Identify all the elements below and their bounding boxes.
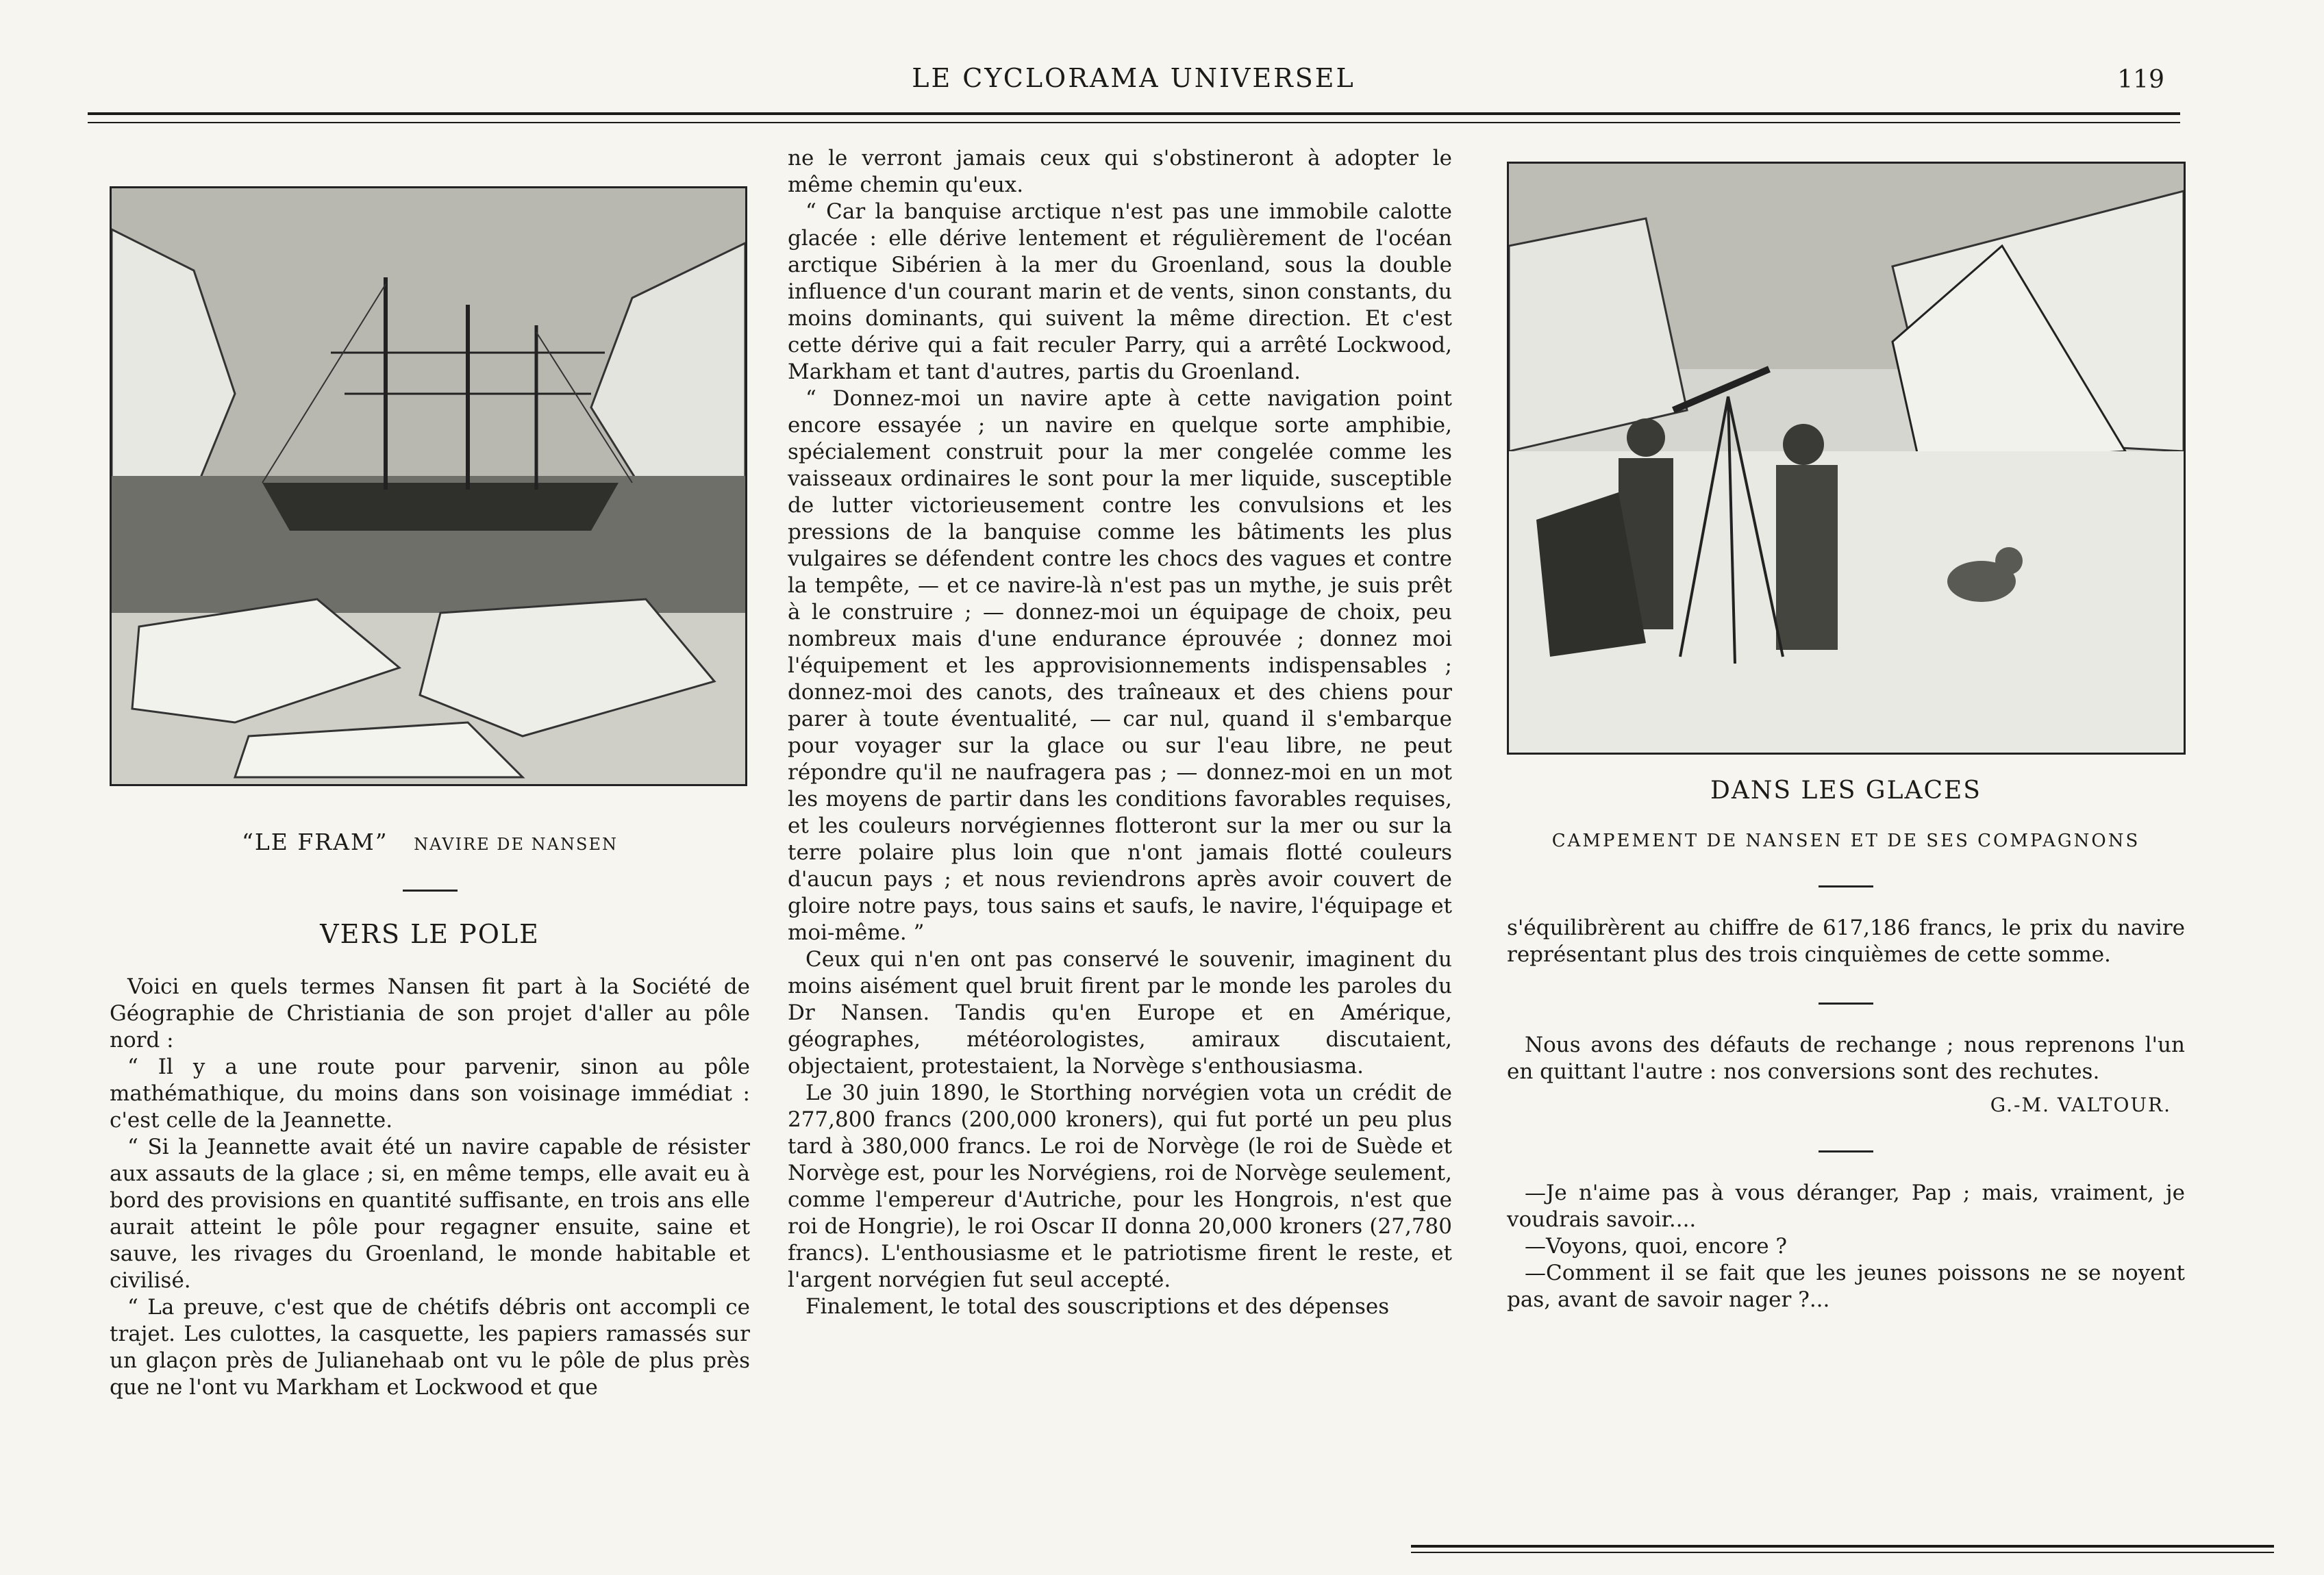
paragraph: Ceux qui n'en ont pas conservé le souvenir, imaginent du moins aisément quel bruit firent par le monde les paroles du Dr Nansen. Tandis qu'en Europe et en Amérique, géographes, météorologistes, amiraux discutaient, objectaient, protestaient, la Norvège s'enthousiasma. bbox=[788, 947, 1452, 1079]
separator bbox=[1819, 885, 1873, 887]
paragraph: “ Car la banquise arctique n'est pas une immobile calotte glacée : elle dérive lentement et régulièrement de l'océan arctique Sibérien à la mer du Groenland, sous la double influence d'un courant marin et de vents, sinon constants, du moins dominants, qui suivent la même direction. Et c'est cette dérive qui a fait reculer Parry, qui a arrêté Lockwood, Markham et tant d'autres, partis du Groenland. bbox=[788, 199, 1452, 384]
paragraph: Voici en quels termes Nansen fit part à la Société de Géographie de Christiania de son projet d'aller au pôle nord : bbox=[110, 974, 750, 1053]
paragraph: “ Il y a une route pour parvenir, sinon au pôle mathémathique, du moins dans son voisinage immédiat : c'est celle de la Jeannette. bbox=[110, 1055, 750, 1133]
paragraph: ne le verront jamais ceux qui s'obstineront à adopter le même chemin qu'eux. bbox=[788, 146, 1452, 197]
header-rule bbox=[88, 112, 2180, 123]
article-title: VERS LE POLE bbox=[320, 919, 540, 949]
paragraph: Le 30 juin 1890, le Storthing norvégien vota un crédit de 277,800 francs (200,000 kroners), qui fut porté un peu plus tard à 380,000 francs. Le roi de Norvège (le roi de Suède et Norvège est, pour les Norvégiens, roi de Norvège seulement, comme l'empereur d'Autriche, pour les Hongrois, n'est que roi de Hongrie), le roi Oscar II donna 20,000 kroners (27,780 francs). L'enthousiasme et le patriotisme firent le reste, et l'argent norvégien fut seul accepté. bbox=[788, 1081, 1452, 1292]
dialogue-line: —Voyons, quoi, encore ? bbox=[1525, 1234, 1788, 1259]
figure-left-caption bbox=[110, 829, 750, 855]
journal-title: LE CYCLORAMA UNIVERSEL bbox=[912, 63, 1355, 93]
paragraph: “ Si la Jeannette avait été un navire capable de résister aux assauts de la glace ; si, en même temps, elle avait eu à bord des provisions en quantité suffisante, en trois ans elle aurait atteint le pôle pour regagner ensuite, saine et sauve, les rivages du Groenland, le monde habitable et civilisé. bbox=[110, 1135, 750, 1293]
figure-right-caption-sub: CAMPEMENT DE NANSEN ET DE SES COMPAGNONS bbox=[1551, 831, 2140, 851]
figure-right-caption bbox=[1507, 777, 2185, 851]
camp-illustration bbox=[1509, 164, 2184, 753]
figure-left-caption-main: “LE FRAM” bbox=[242, 829, 388, 855]
paragraph: s'équilibrèrent au chiffre de 617,186 francs, le prix du navire représentant plus des trois cinquièmes de cette somme. bbox=[1507, 916, 2185, 967]
column-left bbox=[110, 137, 750, 1401]
paragraph: “ La preuve, c'est que de chétifs débris ont accompli ce trajet. Les culottes, la casquette, les papiers ramassés sur un glaçon près de Julianehaab ont vu le pôle de plus près que ne l'ont vu Markham et Lockwood et que bbox=[110, 1295, 750, 1400]
figure-right-caption-main: DANS LES GLACES bbox=[1710, 777, 1982, 805]
page-header bbox=[89, 63, 2178, 104]
separator bbox=[1819, 1150, 1873, 1152]
separator bbox=[1819, 1003, 1873, 1005]
engraving-camp-in-ice bbox=[1507, 162, 2186, 755]
bottom-rule bbox=[1411, 1545, 2274, 1553]
ship-illustration bbox=[112, 188, 745, 784]
paragraph: Finalement, le total des souscriptions et des dépenses bbox=[805, 1294, 1390, 1319]
page-number: 119 bbox=[2117, 66, 2164, 94]
figure-left-caption-sub: NAVIRE DE NANSEN bbox=[414, 835, 618, 854]
column-right bbox=[1507, 137, 2185, 1313]
separator bbox=[403, 890, 458, 892]
paragraph: “ Donnez-moi un navire apte à cette navigation point encore essayée ; un navire en quelque sorte amphibie, spécialement construit pour la mer congelée comme les vaisseaux ordinaires le sont pour la mer liquide, susceptible de lutter victorieusement contre les convulsions et les pressions de la banquise comme les bâtiments les plus vulgaires se défendent contre les chocs des vagues et contre la tempête, — et ce navire-là n'est pas un mythe, je suis prêt à le construire ; — donnez-moi un équipage de choix, peu nombreux mais d'une endurance éprouvée ; donnez moi l'équipement et les approvisionnements indispensables ; donnez-moi des canots, des traîneaux et des chiens pour parer à toute éventualité, — car nul, quand il s'embarque pour voyager sur la glace ou sur l'eau libre, ne peut répondre qu'il ne naufragera pas ; — donnez-moi en un mot les moyens de partir dans les conditions favorables requises, et les couleurs norvégiennes flotteront sur la mer ou sur la terre polaire plus loin que n'ont jamais flotté couleurs d'aucun pays ; et nous reviendrons après avoir couvert de gloire notre pays, tous sains et saufs, le navire, l'équipage et moi-même. ” bbox=[788, 386, 1452, 945]
note-text: Nous avons des défauts de rechange ; nous reprenons l'un en quittant l'autre : nos conversions sont des rechutes. bbox=[1507, 1033, 2185, 1084]
signature: G.-M. VALTOUR. bbox=[1990, 1094, 2171, 1116]
dialogue-line: —Je n'aime pas à vous déranger, Pap ; mais, vraiment, je voudrais savoir.... bbox=[1507, 1181, 2185, 1232]
column-middle bbox=[788, 145, 1452, 1320]
dialogue-line: —Comment il se fait que les jeunes poissons ne se noyent pas, avant de savoir nager ?... bbox=[1507, 1261, 2185, 1312]
engraving-fram-ship bbox=[110, 186, 747, 786]
